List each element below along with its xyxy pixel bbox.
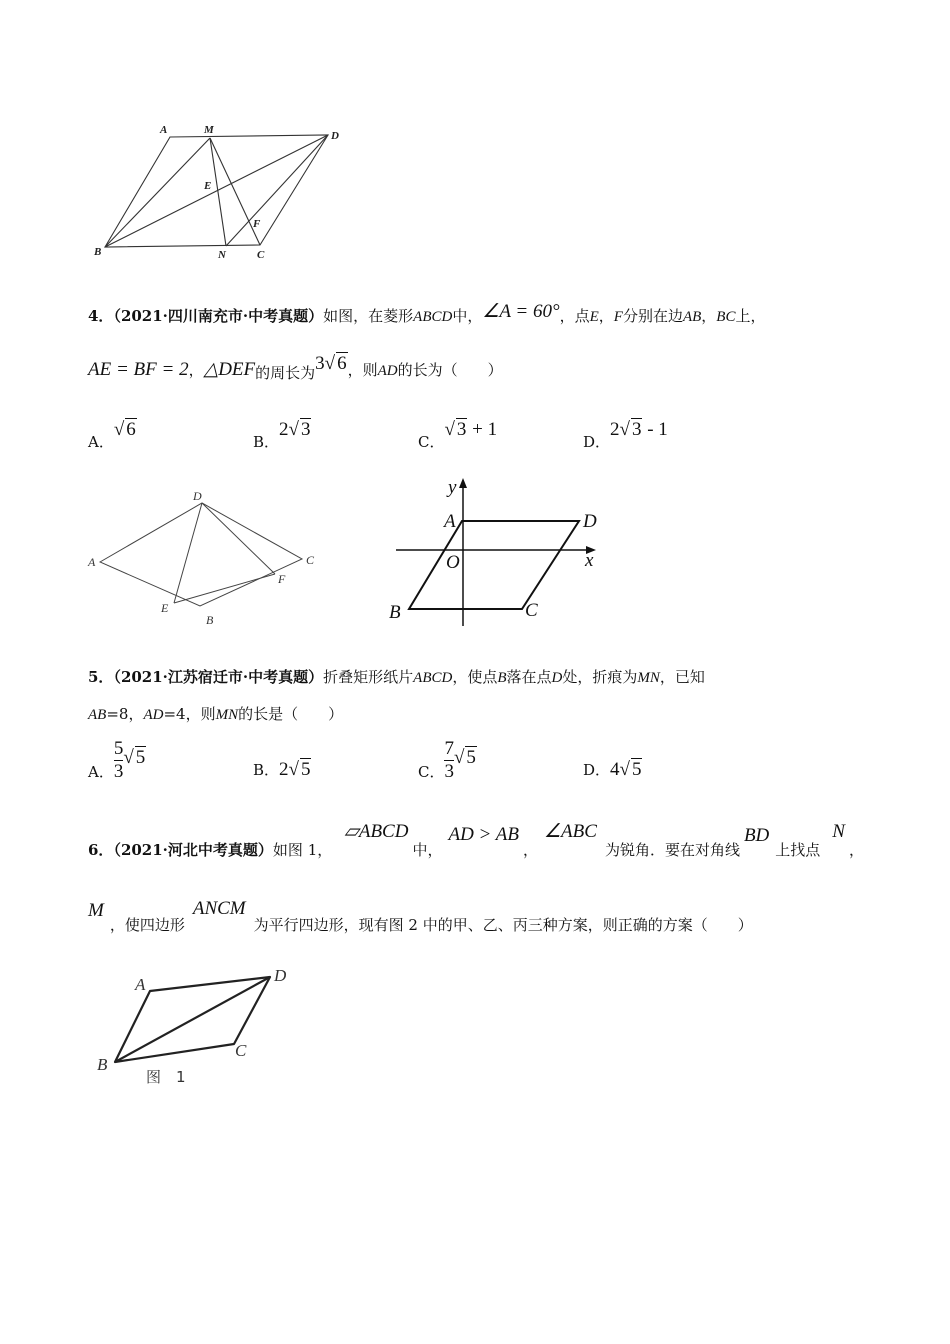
- q5-option-d[interactable]: [583, 758, 642, 781]
- option-value: [114, 419, 137, 440]
- label-N: N: [218, 249, 226, 261]
- figure-top-svg: [90, 118, 350, 268]
- option-tail: + 1: [467, 419, 498, 440]
- q4-text: 的周长为: [255, 364, 316, 382]
- figure-axes: [384, 476, 614, 631]
- figure-rhombus: [84, 488, 324, 633]
- option-fraction: [114, 738, 124, 783]
- fraction-numerator: 5: [113, 738, 124, 759]
- q4-text: ，: [598, 307, 614, 325]
- q4-def: △DEF: [203, 359, 256, 380]
- q4-angle: ∠A = 60°: [482, 301, 560, 322]
- label-C: C: [306, 553, 315, 567]
- option-label: D．: [583, 761, 611, 779]
- option-coef: 2: [279, 419, 289, 440]
- label-B: B: [94, 246, 102, 258]
- q4-text: 分别在边: [622, 307, 683, 325]
- fraction-numerator: 7: [444, 738, 454, 759]
- label-O: O: [446, 552, 460, 573]
- q5-number: 5．: [88, 668, 114, 686]
- q4-line2: [88, 353, 503, 382]
- label-A: A: [135, 975, 146, 994]
- label-C: C: [235, 1041, 247, 1060]
- figure-q6-svg: [94, 964, 304, 1094]
- option-rad: 5: [300, 759, 311, 780]
- q6-text: 如图 1，: [272, 841, 333, 859]
- option-rad: 5: [631, 759, 642, 780]
- q5-ab: AB: [88, 707, 107, 723]
- q5-text: 的长是（ ）: [238, 705, 344, 723]
- q5-d: D: [551, 670, 563, 686]
- option-value: [610, 759, 642, 780]
- q6-text: ，: [848, 841, 864, 859]
- q4-option-d[interactable]: [583, 418, 668, 451]
- option-label: B．: [253, 761, 280, 779]
- q5-mn: MN: [637, 670, 660, 686]
- fraction-denominator: 3: [113, 761, 124, 782]
- label-A: A: [160, 124, 168, 136]
- q5-line2: [88, 703, 343, 724]
- q5-mn: MN: [215, 707, 239, 723]
- q6-line2: [88, 896, 753, 934]
- figure-rhombus-svg: [84, 488, 324, 633]
- option-rad: 3: [456, 419, 467, 440]
- q4-perimeter: [315, 353, 347, 374]
- option-label: C．: [418, 433, 445, 451]
- option-value: [610, 419, 668, 440]
- q6-text: 中，: [412, 841, 443, 859]
- label-C: C: [525, 600, 538, 621]
- q4-text: 中，: [452, 307, 483, 325]
- q5-text: 折叠矩形纸片: [323, 668, 414, 686]
- q5-option-c[interactable]: [418, 738, 477, 783]
- q4-bc: BC: [716, 309, 736, 325]
- sqrt-sign: √ 3: [288, 419, 311, 440]
- option-label: D．: [583, 433, 611, 451]
- q4-ad: AD: [377, 363, 398, 379]
- option-coef: 4: [610, 759, 620, 780]
- q6-angle: ∠ABC: [544, 821, 597, 842]
- label-B: B: [97, 1055, 108, 1074]
- option-rad: 5: [135, 747, 146, 768]
- sqrt-sign: √ 5: [619, 759, 642, 780]
- option-rad: 5: [466, 747, 476, 768]
- label-A: A: [444, 511, 456, 532]
- option-value: [279, 419, 311, 440]
- label-B: B: [389, 602, 401, 623]
- q5-abcd: ABCD: [413, 670, 453, 686]
- q6-inequality: AD > AB: [448, 824, 519, 845]
- q5-text: ，已知: [659, 668, 705, 686]
- option-label: A．: [88, 762, 114, 781]
- label-D: D: [193, 489, 202, 503]
- q5-ad-value: =4，则: [163, 705, 216, 723]
- q4-text: ，则: [347, 361, 378, 379]
- figure-caption: 图 1: [146, 1068, 186, 1086]
- q5-text: 落在点: [506, 668, 552, 686]
- option-rad: 3: [300, 419, 311, 440]
- q4-abcd: ABCD: [413, 309, 453, 325]
- sqrt-sign: √ 3: [444, 419, 467, 440]
- sqrt-sign: √ 5: [453, 747, 476, 768]
- q6-line1: [88, 820, 864, 859]
- q4-option-a[interactable]: [88, 418, 137, 451]
- q6-text: 上找点: [775, 841, 821, 859]
- option-coef: 2: [279, 759, 289, 780]
- q4-number: 4．: [88, 307, 114, 325]
- q6-text: 为平行四边形，现有图 2 中的甲、乙、丙三种方案，则正确的方案（ ）: [253, 916, 753, 934]
- q4-text: ，点: [559, 307, 590, 325]
- figure-axes-svg: [384, 476, 614, 631]
- q5-option-b[interactable]: [253, 758, 311, 781]
- q5-text: ，使点: [452, 668, 498, 686]
- q5-ad: AD: [143, 707, 164, 723]
- q6-text: ，: [523, 841, 539, 859]
- sqrt-sign: √ 5: [123, 747, 146, 768]
- q5-line1: [88, 666, 705, 687]
- q4-f: F: [613, 309, 623, 325]
- q4-line1: [88, 301, 766, 327]
- q4-source: （2021·四川南充市·中考真题）: [113, 307, 324, 325]
- q4-text: 的长为（ ）: [397, 361, 503, 379]
- figure-q6: [94, 964, 304, 1094]
- label-A: A: [88, 555, 96, 569]
- label-y: y: [448, 477, 457, 498]
- label-E: E: [204, 180, 212, 192]
- q6-text: 为锐角．要在对角线: [604, 841, 740, 859]
- sqrt-sign: √ 6: [324, 353, 347, 374]
- q6-n: N: [832, 821, 845, 842]
- q4-text: ，: [188, 361, 204, 379]
- label-F: F: [253, 218, 261, 230]
- q6-source: （2021·河北中考真题）: [113, 841, 273, 859]
- fraction-denominator: 3: [444, 761, 454, 782]
- q4-perim-rad: 6: [337, 353, 347, 374]
- label-D: D: [583, 511, 597, 532]
- q4-text: ，: [701, 307, 717, 325]
- option-coef: 2: [610, 419, 620, 440]
- q6-text: ，使四边形: [109, 916, 185, 934]
- q4-option-b[interactable]: [253, 418, 311, 451]
- label-F: F: [278, 572, 286, 586]
- q5-option-a[interactable]: [88, 738, 146, 783]
- q4-text: 如图，在菱形: [323, 307, 414, 325]
- q6-m: M: [88, 900, 104, 921]
- q4-e: E: [589, 309, 599, 325]
- option-rad: 6: [126, 419, 136, 440]
- label-D: D: [331, 130, 339, 142]
- q5-b: B: [497, 670, 507, 686]
- label-D: D: [274, 966, 287, 985]
- q4-ab: AB: [682, 309, 702, 325]
- label-B: B: [206, 613, 214, 627]
- q4-option-c[interactable]: [418, 418, 498, 451]
- q5-text: 处，折痕为: [562, 668, 638, 686]
- q4-perim-coef: 3: [315, 353, 325, 374]
- label-M: M: [204, 124, 214, 136]
- option-fraction: [444, 738, 454, 783]
- option-tail: - 1: [642, 419, 668, 440]
- q4-equation: AE = BF = 2: [88, 359, 189, 380]
- sqrt-sign: √ 3: [619, 419, 642, 440]
- label-x: x: [585, 550, 594, 571]
- q5-source: （2021·江苏宿迁市·中考真题）: [113, 668, 324, 686]
- sqrt-sign: √ 6: [113, 419, 136, 440]
- label-E: E: [161, 601, 169, 615]
- q6-ancm: ANCM: [192, 898, 246, 919]
- option-value: [444, 419, 497, 440]
- option-label: A．: [88, 433, 114, 451]
- option-label: C．: [418, 762, 445, 781]
- option-rad: 3: [631, 419, 642, 440]
- label-C: C: [257, 249, 265, 261]
- q6-parallelogram: ▱ABCD: [344, 821, 409, 842]
- q6-bd: BD: [743, 825, 770, 846]
- option-label: B．: [253, 433, 280, 451]
- figure-top: [90, 118, 350, 268]
- q6-number: 6．: [88, 841, 114, 859]
- q5-ab-value: =8，: [106, 705, 144, 723]
- q4-text: 上，: [735, 307, 766, 325]
- option-value: [279, 759, 311, 780]
- sqrt-sign: √ 5: [288, 759, 311, 780]
